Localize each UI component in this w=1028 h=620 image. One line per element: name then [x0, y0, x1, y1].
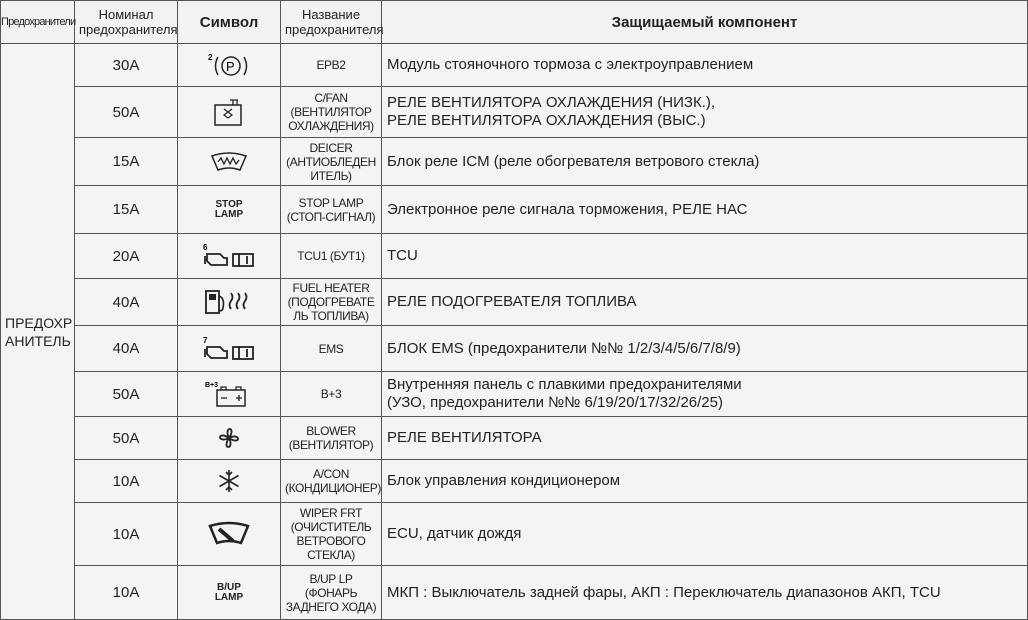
fuse-name: WIPER FRT (ОЧИСТИТЕЛЬ ВЕТРОВОГО СТЕКЛА): [281, 503, 382, 566]
table-row: [1, 460, 1028, 503]
table-row: [1, 234, 1028, 279]
fuse-rating: 15A: [75, 186, 178, 234]
fuse-symbol: [178, 417, 281, 460]
blower-fan-icon: [182, 424, 276, 452]
table-row: [1, 326, 1028, 372]
backup-lamp-icon: B/UP LAMP: [214, 581, 244, 603]
protected-component: ECU, датчик дождя: [382, 503, 1028, 566]
protected-component: TCU: [382, 234, 1028, 279]
cooling-fan-icon: [182, 97, 276, 127]
fuse-name: A/CON (КОНДИЦИОНЕР): [281, 460, 382, 503]
fuse-symbol: [178, 87, 281, 138]
fuse-symbol: [178, 460, 281, 503]
fuse-symbol: [178, 372, 281, 417]
protected-component: Блок реле ICM (реле обогревателя ветрового стекла): [382, 138, 1028, 186]
front-wiper-icon: [182, 521, 276, 547]
protected-component: МКП : Выключатель задней фары, АКП : Переключатель диапазонов АКП, TCU: [382, 566, 1028, 620]
table-row: [1, 503, 1028, 566]
fuse-name: EPB2: [281, 44, 382, 87]
header-row: [1, 1, 1028, 44]
svg-text:P: P: [226, 59, 235, 74]
stop-lamp-icon: STOP LAMP: [214, 198, 244, 220]
protected-component: РЕЛЕ ПОДОГРЕВАТЕЛЯ ТОПЛИВА: [382, 279, 1028, 326]
table-row: [1, 138, 1028, 186]
fuel-heater-icon: [182, 288, 276, 316]
fuse-symbol: [178, 279, 281, 326]
table-row: [1, 44, 1028, 87]
header-component: Защищаемый компонент: [382, 1, 1028, 44]
fuse-name: STOP LAMP (СТОП-СИГНАЛ): [281, 186, 382, 234]
table-row: [1, 87, 1028, 138]
fuse-rating: 50A: [75, 417, 178, 460]
table-row: [1, 566, 1028, 620]
fuse-rating: 50A: [75, 372, 178, 417]
group-label: ПРЕДОХР АНИТЕЛЬ: [1, 44, 75, 620]
header-symbol: Символ: [178, 1, 281, 44]
fuse-name: EMS: [281, 326, 382, 372]
fuse-name: TCU1 (БУТ1): [281, 234, 382, 279]
table-row: [1, 417, 1028, 460]
fuse-rating: 40A: [75, 326, 178, 372]
symbol-label: 6: [203, 243, 208, 252]
protected-component: Электронное реле сигнала торможения, РЕЛЕ НАС: [382, 186, 1028, 234]
fuse-symbol: [178, 566, 281, 620]
header-rating: Номинал предохранителя: [75, 1, 178, 44]
fuse-symbol: [178, 138, 281, 186]
engine-transmission-icon: [182, 242, 276, 270]
header-group: Предохранители: [1, 1, 75, 44]
table-row: [1, 186, 1028, 234]
fuse-name: FUEL HEATER (ПОДОГРЕВАТЕ ЛЬ ТОПЛИВА): [281, 279, 382, 326]
fuse-rating: 10A: [75, 460, 178, 503]
fuse-rating: 15A: [75, 138, 178, 186]
fuse-rating: 40A: [75, 279, 178, 326]
fuse-name: B/UP LP (ФОНАРЬ ЗАДНЕГО ХОДА): [281, 566, 382, 620]
fuse-symbol: [178, 503, 281, 566]
protected-component: Блок управления кондиционером: [382, 460, 1028, 503]
protected-component: РЕЛЕ ВЕНТИЛЯТОРА: [382, 417, 1028, 460]
table-row: [1, 372, 1028, 417]
fuse-rating: 10A: [75, 503, 178, 566]
symbol-label: 7: [203, 335, 208, 345]
svg-text:2: 2: [208, 53, 213, 62]
symbol-label: B+3: [205, 382, 219, 389]
fuse-name: B+3: [281, 372, 382, 417]
fuse-rating: 10A: [75, 566, 178, 620]
fuse-symbol: [178, 44, 281, 87]
windshield-deicer-icon: [182, 150, 276, 174]
table-row: [1, 279, 1028, 326]
fuse-rating: 20A: [75, 234, 178, 279]
fuse-rating: 50A: [75, 87, 178, 138]
fuse-name: DEICER (АНТИОБЛЕДЕН ИТЕЛЬ): [281, 138, 382, 186]
header-name: Название предохранителя: [281, 1, 382, 44]
engine-transmission-icon: [182, 335, 276, 363]
fuse-rating: 30A: [75, 44, 178, 87]
fuse-name: C/FAN (ВЕНТИЛЯТОР ОХЛАЖДЕНИЯ): [281, 87, 382, 138]
fuse-symbol: [178, 326, 281, 372]
air-conditioner-icon: [182, 468, 276, 494]
fuse-symbol: [178, 234, 281, 279]
fuse-name: BLOWER (ВЕНТИЛЯТОР): [281, 417, 382, 460]
protected-component: БЛОК EMS (предохранители №№ 1/2/3/4/5/6/7/8/9): [382, 326, 1028, 372]
battery-icon: [182, 379, 276, 409]
protected-component: Модуль стояночного тормоза с электроуправлением: [382, 44, 1028, 87]
protected-component: Внутренняя панель с плавкими предохранителями (УЗО, предохранители №№ 6/19/20/17/32/26/25): [382, 372, 1028, 417]
protected-component: РЕЛЕ ВЕНТИЛЯТОРА ОХЛАЖДЕНИЯ (НИЗК.), РЕЛЕ ВЕНТИЛЯТОРА ОХЛАЖДЕНИЯ (ВЫС.): [382, 87, 1028, 138]
parking-brake-icon: [182, 51, 276, 79]
fuse-symbol: [178, 186, 281, 234]
